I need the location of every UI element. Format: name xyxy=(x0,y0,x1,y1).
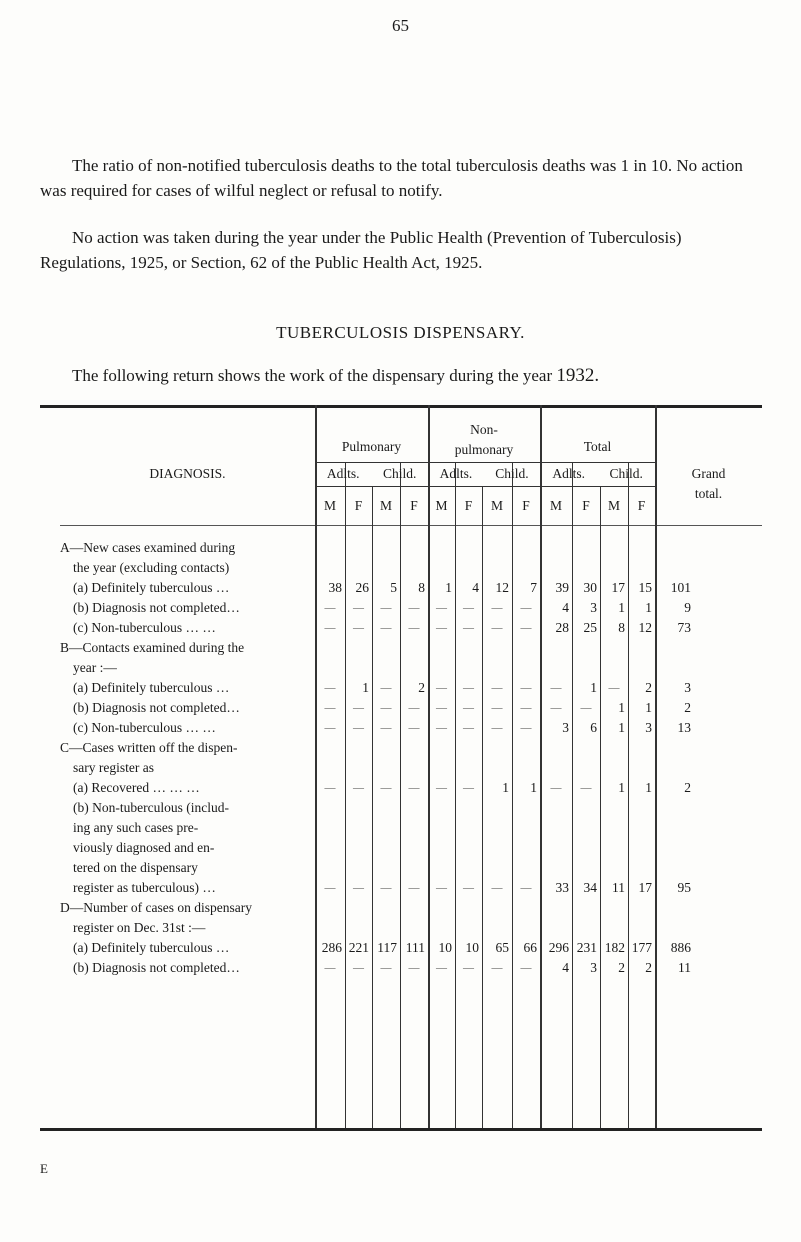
table-cell-empty: — xyxy=(324,962,336,974)
row-label-line: (c) Non-tuberculous … … xyxy=(73,620,216,635)
table-cell-empty: — xyxy=(408,962,420,974)
table-cell-empty: — xyxy=(380,702,392,714)
group-header-0: Pulmonary xyxy=(341,439,402,454)
table-cell-empty: — xyxy=(324,782,336,794)
table-cell-empty: — xyxy=(324,682,336,694)
grand-total-cell: 2 xyxy=(684,780,691,795)
row-label-line: D—Number of cases on dispensary xyxy=(60,900,252,915)
table-cell: 1 xyxy=(590,680,597,695)
table-cell-empty: — xyxy=(408,722,420,734)
table-cell-empty: — xyxy=(463,722,474,734)
table-cell-empty: — xyxy=(436,702,447,714)
table-cell-empty: — xyxy=(380,622,392,634)
row-label-line: ing any such cases pre- xyxy=(73,820,199,835)
sex-header: F xyxy=(522,498,530,513)
subgroup-header-rule xyxy=(540,486,655,487)
table-cell: 4 xyxy=(562,600,569,615)
table-intro xyxy=(72,365,599,387)
table-cell: 5 xyxy=(390,580,397,595)
table-cell: 2 xyxy=(618,960,625,975)
table-cell: 2 xyxy=(645,960,652,975)
table-cell: 28 xyxy=(555,620,569,635)
table-cell-empty: — xyxy=(520,882,532,894)
table-cell: 2 xyxy=(418,680,425,695)
table-cell-empty: — xyxy=(380,882,392,894)
table-cell: 17 xyxy=(611,580,625,595)
table-cell: 231 xyxy=(576,940,597,955)
table-cell-empty: — xyxy=(491,602,503,614)
table-cell: 17 xyxy=(638,880,652,895)
table-cell: 8 xyxy=(618,620,625,635)
table-cell-empty: — xyxy=(408,622,420,634)
table-cell-empty: — xyxy=(520,722,532,734)
table-bottom-rule xyxy=(40,1128,762,1131)
sex-header: F xyxy=(354,498,363,513)
group-header-rule xyxy=(540,462,655,463)
group-header-rule xyxy=(428,462,540,463)
table-cell: 4 xyxy=(472,580,479,595)
table-cell: 1 xyxy=(530,780,537,795)
table-cell-empty: — xyxy=(491,962,503,974)
table-cell-empty: — xyxy=(608,682,620,694)
table-cell-empty: — xyxy=(353,782,364,794)
table-cell: 10 xyxy=(465,940,479,955)
page-number: 65 xyxy=(392,16,409,35)
subgroup-header-rule xyxy=(428,486,540,487)
subgroup-children: Child. xyxy=(495,466,529,481)
table-cell: 117 xyxy=(377,940,397,955)
table-cell-empty: — xyxy=(353,962,364,974)
table-cell-empty: — xyxy=(491,882,503,894)
subgroup-adults: Adlts. xyxy=(326,466,360,481)
grand-total-cell: 2 xyxy=(684,700,691,715)
table-cell: 66 xyxy=(523,940,537,955)
row-label-line: (a) Definitely tuberculous … xyxy=(73,680,230,695)
sex-header: M xyxy=(607,498,620,513)
table-cell: 3 xyxy=(590,960,597,975)
table-cell: 3 xyxy=(562,720,569,735)
subgroup-header-rule xyxy=(315,486,428,487)
table-cell: 1 xyxy=(502,780,509,795)
row-label-line: (b) Diagnosis not completed… xyxy=(73,960,240,975)
table-cell-empty: — xyxy=(436,722,447,734)
grand-total-cell: 13 xyxy=(677,720,691,735)
table-cell-empty: — xyxy=(463,962,474,974)
table-cell: 65 xyxy=(495,940,509,955)
table-top-rule xyxy=(40,405,762,408)
table-cell: 15 xyxy=(638,580,652,595)
row-label-line: the year (excluding contacts) xyxy=(73,560,230,575)
table-cell: 1 xyxy=(362,680,369,695)
table-cell: 286 xyxy=(321,940,342,955)
table-cell-empty: — xyxy=(380,962,392,974)
paragraph-regulations: No action was taken during the year under the Public Health (Prevention of Tuberculosis) Regulations, 1925, or Section, 62 of the Public Health Act, 1925. xyxy=(40,228,682,272)
grand-total-cell: 886 xyxy=(670,940,691,955)
table-cell-empty: — xyxy=(520,602,532,614)
table-cell: 12 xyxy=(495,580,509,595)
table-cell: 1 xyxy=(618,720,625,735)
table-cell-empty: — xyxy=(463,702,474,714)
sex-header: F xyxy=(410,498,418,513)
table-cell: 1 xyxy=(618,600,625,615)
table-cell-empty: — xyxy=(324,722,336,734)
table-cell: 25 xyxy=(583,620,597,635)
grand-total-cell: 11 xyxy=(678,960,691,975)
table-cell-empty: — xyxy=(436,602,447,614)
table-cell: 1 xyxy=(645,600,652,615)
section-heading: TUBERCULOSIS DISPENSARY. xyxy=(276,323,525,342)
table-cell-empty: — xyxy=(436,962,447,974)
row-label-line: (a) Recovered … … … xyxy=(73,780,200,795)
table-cell: 1 xyxy=(618,780,625,795)
table-cell-empty: — xyxy=(324,622,336,634)
intro-text: The following return shows the work of the dispensary during the year xyxy=(72,366,553,385)
subgroup-adults: Adlts. xyxy=(552,466,586,481)
row-label-line: (a) Definitely tuberculous … xyxy=(73,940,230,955)
table-cell-empty: — xyxy=(324,702,336,714)
table-cell-empty: — xyxy=(463,622,474,634)
table-cell-empty: — xyxy=(491,682,503,694)
table-cell-empty: — xyxy=(550,782,562,794)
table-cell-empty: — xyxy=(408,882,420,894)
table-cell-empty: — xyxy=(463,602,474,614)
row-label-line: (a) Definitely tuberculous … xyxy=(73,580,230,595)
table-cell: 6 xyxy=(590,720,597,735)
subgroup-children: Child. xyxy=(383,466,417,481)
row-label-line: (b) Diagnosis not completed… xyxy=(73,700,240,715)
table-cell-empty: — xyxy=(380,782,392,794)
sex-header: F xyxy=(637,498,646,513)
row-label-line: viously diagnosed and en- xyxy=(73,840,215,855)
table-cell-empty: — xyxy=(436,782,447,794)
table-cell-empty: — xyxy=(520,682,532,694)
table-cell-empty: — xyxy=(353,882,364,894)
table-cell-empty: — xyxy=(408,702,420,714)
table-cell: 1 xyxy=(645,780,652,795)
row-label-line: C—Cases written off the dispen- xyxy=(60,740,238,755)
table-cell: 11 xyxy=(612,880,625,895)
table-cell-empty: — xyxy=(463,682,474,694)
table-cell: 12 xyxy=(638,620,652,635)
table-cell: 182 xyxy=(604,940,625,955)
table-cell-empty: — xyxy=(491,622,503,634)
table-cell-empty: — xyxy=(580,782,592,794)
grand-total-header: total. xyxy=(694,486,723,501)
table-cell-empty: — xyxy=(353,602,364,614)
group-header-1: pulmonary xyxy=(454,442,514,457)
sex-header: F xyxy=(464,498,473,513)
table-cell: 177 xyxy=(631,940,652,955)
sex-header: M xyxy=(379,498,392,513)
table-cell: 2 xyxy=(645,680,652,695)
sex-header: M xyxy=(323,498,336,513)
table-cell: 30 xyxy=(583,580,597,595)
table-cell-empty: — xyxy=(408,782,420,794)
table-cell-empty: — xyxy=(353,722,364,734)
row-label-line: A—New cases examined during xyxy=(60,540,236,555)
row-label-line: tered on the dispensary xyxy=(73,860,198,875)
table-cell: 38 xyxy=(328,580,342,595)
table-cell: 26 xyxy=(355,580,369,595)
table-cell-empty: — xyxy=(380,602,392,614)
sex-header: M xyxy=(549,498,562,513)
row-label-line: register as tuberculous) … xyxy=(73,880,216,895)
grand-total-cell: 73 xyxy=(677,620,691,635)
row-label-line: (b) Diagnosis not completed… xyxy=(73,600,240,615)
row-label-line: B—Contacts examined during the xyxy=(60,640,245,655)
table-cell-empty: — xyxy=(436,882,447,894)
table-cell-empty: — xyxy=(463,782,474,794)
table-cell: 111 xyxy=(405,940,425,955)
group-header-2: Total xyxy=(583,439,612,454)
table-cell: 3 xyxy=(590,600,597,615)
table-cell: 221 xyxy=(348,940,369,955)
table-cell: 3 xyxy=(645,720,652,735)
row-label-line: register on Dec. 31st :— xyxy=(73,920,206,935)
table-cell-empty: — xyxy=(580,702,592,714)
table-cell-empty: — xyxy=(436,682,447,694)
intro-year: 1932. xyxy=(556,365,600,386)
table-cell: 4 xyxy=(562,960,569,975)
row-label-line: (b) Non-tuberculous (includ- xyxy=(73,800,229,815)
subgroup-children: Child. xyxy=(609,466,643,481)
sex-header: M xyxy=(435,498,448,513)
table-cell-empty: — xyxy=(353,702,364,714)
table-cell: 1 xyxy=(645,700,652,715)
grand-total-cell: 9 xyxy=(684,600,691,615)
table-cell: 7 xyxy=(530,580,537,595)
table-cell: 39 xyxy=(555,580,569,595)
grand-total-cell: 95 xyxy=(677,880,691,895)
diagnosis-header: DIAGNOSIS. xyxy=(149,466,226,481)
table-cell: 1 xyxy=(445,580,452,595)
table-cell-empty: — xyxy=(520,622,532,634)
table-cell-empty: — xyxy=(324,602,336,614)
table-cell-empty: — xyxy=(380,682,392,694)
table-cell: 34 xyxy=(583,880,597,895)
table-cell-empty: — xyxy=(463,882,474,894)
grand-total-cell: 101 xyxy=(670,580,691,595)
table-cell-empty: — xyxy=(550,702,562,714)
table-cell: 8 xyxy=(418,580,425,595)
column-rule xyxy=(655,405,657,1128)
table-cell-empty: — xyxy=(353,622,364,634)
paragraph-ratio: The ratio of non-notified tuberculosis deaths to the total tuberculosis deaths was 1 in 10. No action was required for cases of wilful neglect or refusal to notify. xyxy=(40,156,743,200)
sex-header: F xyxy=(582,498,590,513)
table-cell-empty: — xyxy=(436,622,447,634)
table-cell-empty: — xyxy=(408,602,420,614)
table-cell-empty: — xyxy=(491,702,503,714)
table-cell-empty: — xyxy=(520,962,532,974)
footer-signature-mark: E xyxy=(40,1161,48,1176)
group-header-rule xyxy=(315,462,428,463)
grand-total-header: Grand xyxy=(691,466,726,481)
row-label-line: sary register as xyxy=(73,760,154,775)
table-cell: 296 xyxy=(548,940,569,955)
table-cell-empty: — xyxy=(550,682,562,694)
table-cell-empty: — xyxy=(520,702,532,714)
grand-total-cell: 3 xyxy=(684,680,691,695)
row-label-line: year :— xyxy=(73,660,117,675)
table-cell-empty: — xyxy=(380,722,392,734)
table-cell: 33 xyxy=(555,880,569,895)
sex-header: M xyxy=(490,498,503,513)
table-cell: 1 xyxy=(618,700,625,715)
subgroup-adults: Adlts. xyxy=(439,466,473,481)
table-cell-empty: — xyxy=(491,722,503,734)
row-label-line: (c) Non-tuberculous … … xyxy=(73,720,216,735)
group-header-1: Non- xyxy=(470,422,498,437)
table-cell: 10 xyxy=(438,940,452,955)
table-cell-empty: — xyxy=(324,882,336,894)
